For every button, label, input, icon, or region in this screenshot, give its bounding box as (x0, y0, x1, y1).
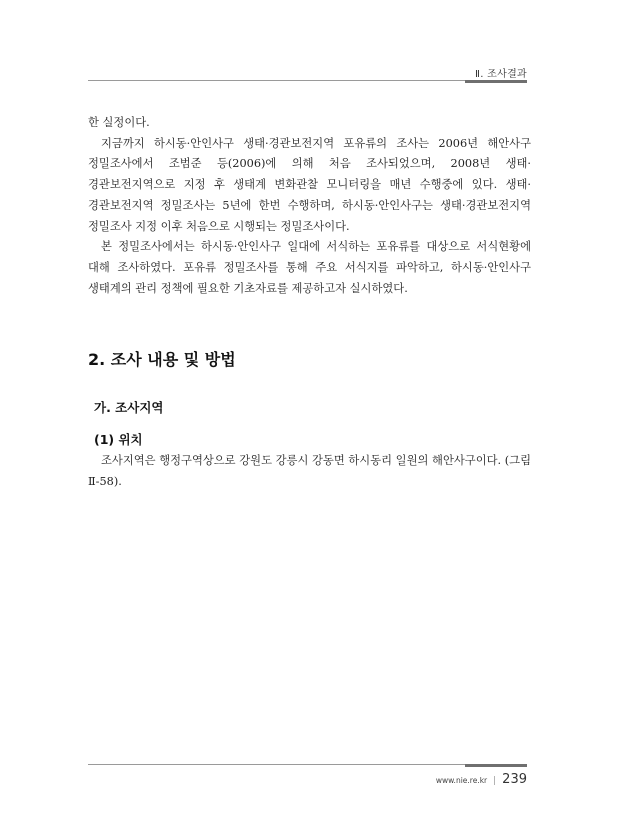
page-number: 239 (502, 772, 527, 787)
intro-paragraph-1: 한 실정이다. (88, 116, 150, 129)
section-heading: 2. 조사 내용 및 방법 (88, 350, 236, 369)
site-paragraph: 조사지역은 행정구역상으로 강원도 강릉시 강동면 하시동리 일원의 해안사구이다. (그림 Ⅱ-58). (88, 454, 531, 488)
footer-url[interactable]: www.nie.re.kr (435, 776, 488, 785)
header-divider (88, 80, 527, 81)
intro-text-block (88, 113, 531, 299)
site-text-block (88, 451, 531, 492)
subsection-heading: 가. 조사지역 (94, 400, 164, 415)
intro-paragraph-2: 지금까지 하시동·안인사구 생태·경관보전지역 포유류의 조사는 2006년 해안사구 정밀조사에서 조범준 등(2006)에 의해 처음 조사되었으며, 2008년 생태·경관보전지역으로 지정 후 생태계 변화관찰 모니터링을 매년 수행중에 있다. 생태·경관보전지역 정밀조사는 5년에 한번 수행하며, 하시동·안인사구는 생태·경관보전지역 정밀조사 지정 이후 처음으로 시행되는 정밀조사이다. (88, 136, 531, 233)
footer-divider (88, 764, 527, 765)
footer-accent-bar (465, 764, 527, 767)
subsubsection-heading: (1) 위치 (94, 432, 143, 447)
intro-paragraph-3: 본 정밀조사에서는 하시동·안인사구 일대에 서식하는 포유류를 대상으로 서식현황에 대해 조사하였다. 포유류 정밀조사를 통해 주요 서식지를 파악하고, 하시동·안인사구 생태계의 관리 정책에 필요한 기초자료를 제공하고자 실시하였다. (88, 240, 531, 295)
footer-separator: | (493, 776, 497, 786)
page-footer (436, 772, 527, 787)
running-header-section: Ⅱ. 조사결과 (474, 69, 527, 80)
header-accent-bar (465, 80, 527, 83)
